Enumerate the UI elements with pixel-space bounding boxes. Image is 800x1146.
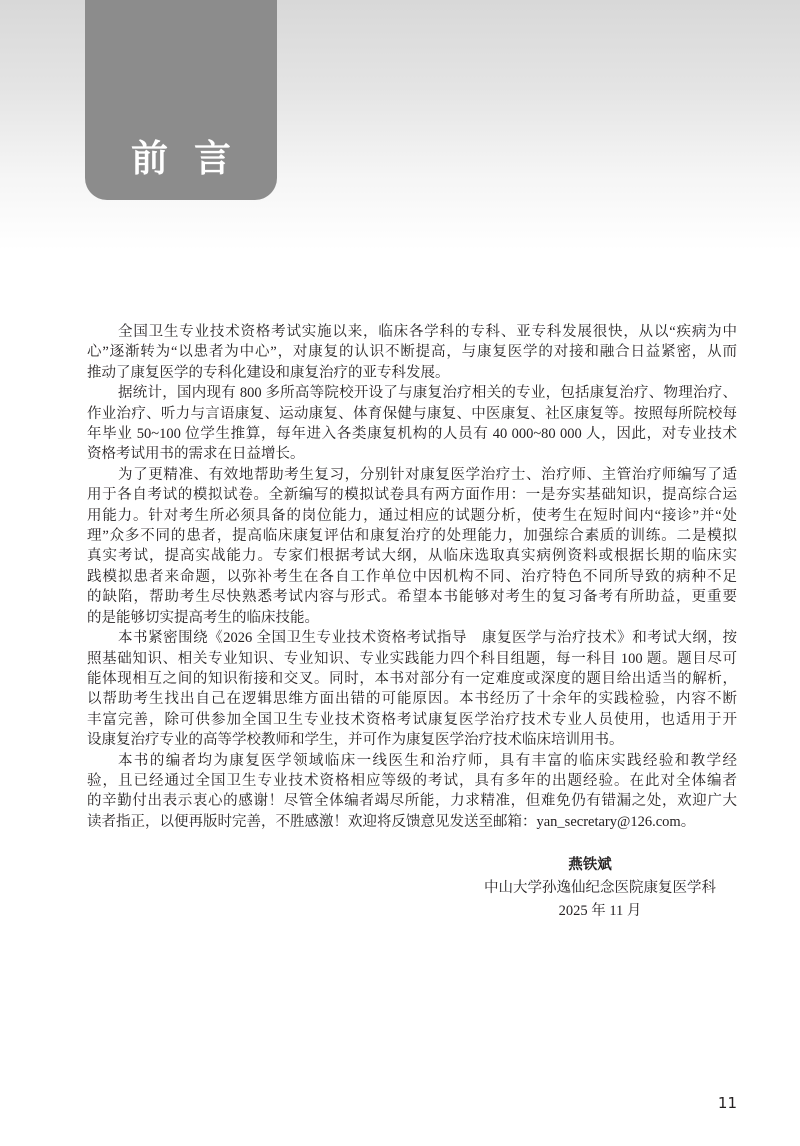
paragraph-line: 以帮助考生找出自己在逻辑思维方面出错的可能原因。本书经历了十余年的实践检验，内容不断 <box>87 691 737 708</box>
paragraph-line: 读者指正，以便再版时完善，不胜感激！欢迎将反馈意见发送至邮箱：yan_secretary@126.com。 <box>87 813 696 830</box>
paragraph-line: 能体现相互之间的知识衔接和交叉。同时，本书对部分有一定难度或深度的题目给出适当的解析， <box>87 670 737 687</box>
paragraph <box>87 628 737 750</box>
signature-date: 2025 年 11 月 <box>558 903 642 919</box>
paragraph-line: 用于各自考试的模拟试卷。全新编写的模拟试卷具有两方面作用：一是夯实基础知识，提高综合运 <box>87 487 737 504</box>
paragraph-line: 设康复治疗专业的高等学校教师和学生，并可作为康复医学治疗技术临床培训用书。 <box>87 732 624 749</box>
paragraph-line: 据统计，国内现有 800 多所高等院校开设了与康复治疗相关的专业，包括康复治疗、物理治疗、 <box>118 385 737 402</box>
page-number: 11 <box>717 1094 737 1112</box>
title-tab <box>85 0 277 200</box>
paragraph-line: 本书紧密围绕《2026 全国卫生专业技术资格考试指导 康复医学与治疗技术》和考试大纲，按 <box>118 630 737 647</box>
paragraph <box>87 322 737 383</box>
preface-body <box>87 322 737 832</box>
paragraph-line: 全国卫生专业技术资格考试实施以来，临床各学科的专科、亚专科发展很快，从以“疾病为中 <box>118 324 737 340</box>
paragraph-line: 理”众多不同的患者，提高临床康复评估和康复治疗的处理能力，加强综合素质的训练。二是模拟 <box>87 528 737 545</box>
paragraph <box>87 465 737 628</box>
paragraph-line: 验，且已经通过全国卫生专业技术资格相应等级的考试，具有多年的出题经验。在此对全体编者 <box>87 772 737 789</box>
paragraph-line: 用能力。针对考生所必须具备的岗位能力，通过相应的试题分析，使考生在短时间内“接诊”并“处 <box>87 507 737 524</box>
paragraph-line: 的是能够切实提高考生的临床技能。 <box>87 609 319 626</box>
paragraph-line: 本书的编者均为康复医学领域临床一线医生和治疗师，具有丰富的临床实践经验和教学经 <box>118 752 737 769</box>
paragraph <box>87 383 737 465</box>
paragraph-line: 的辛勤付出表示衷心的感谢！尽管全体编者竭尽所能，力求精准，但难免仍有错漏之处，欢迎广大 <box>87 793 737 810</box>
paragraph-line: 丰富完善，除可供参加全国卫生专业技术资格考试康复医学治疗技术专业人员使用，也适用于开 <box>87 711 737 728</box>
paragraph-line: 践模拟患者来命题，以弥补考生在各自工作单位中因机构不同、治疗特色不同所导致的病种不足 <box>87 568 737 585</box>
author-name: 燕铁斌 <box>568 857 612 873</box>
author-affiliation: 中山大学孙逸仙纪念医院康复医学科 <box>484 880 716 896</box>
signature-block <box>462 854 738 923</box>
paragraph-line: 年毕业 50~100 位学生推算，每年进入各类康复机构的人员有 40 000~80 000 人，因此，对专业技术 <box>87 426 737 443</box>
paragraph-line: 推动了康复医学的专科化建设和康复治疗的亚专科发展。 <box>87 364 450 381</box>
paragraph-line: 为了更精准、有效地帮助考生复习，分别针对康复医学治疗士、治疗师、主管治疗师编写了适 <box>118 466 737 483</box>
paragraph-line: 照基础知识、相关专业知识、专业知识、专业实践能力四个科目组题，每一科目 100 题。题目尽可 <box>87 650 737 667</box>
paragraph-line: 心”逐渐转为“以患者为中心”，对康复的认识不断提高，与康复医学的对接和融合日益紧密，从而 <box>87 344 737 361</box>
page-title: 前言 <box>131 137 257 180</box>
paragraph-line: 作业治疗、听力与言语康复、运动康复、体育保健与康复、中医康复、社区康复等。按照每所院校每 <box>87 405 737 422</box>
paragraph <box>87 751 737 833</box>
paragraph-line: 资格考试用书的需求在日益增长。 <box>87 446 305 463</box>
paragraph-line: 真实考试，提高实战能力。专家们根据考试大纲，从临床选取真实病例资料或根据长期的临床实 <box>87 548 737 565</box>
paragraph-line: 的缺陷，帮助考生尽快熟悉考试内容与形式。希望本书能够对考生的复习备考有所助益，更重要 <box>87 589 737 606</box>
